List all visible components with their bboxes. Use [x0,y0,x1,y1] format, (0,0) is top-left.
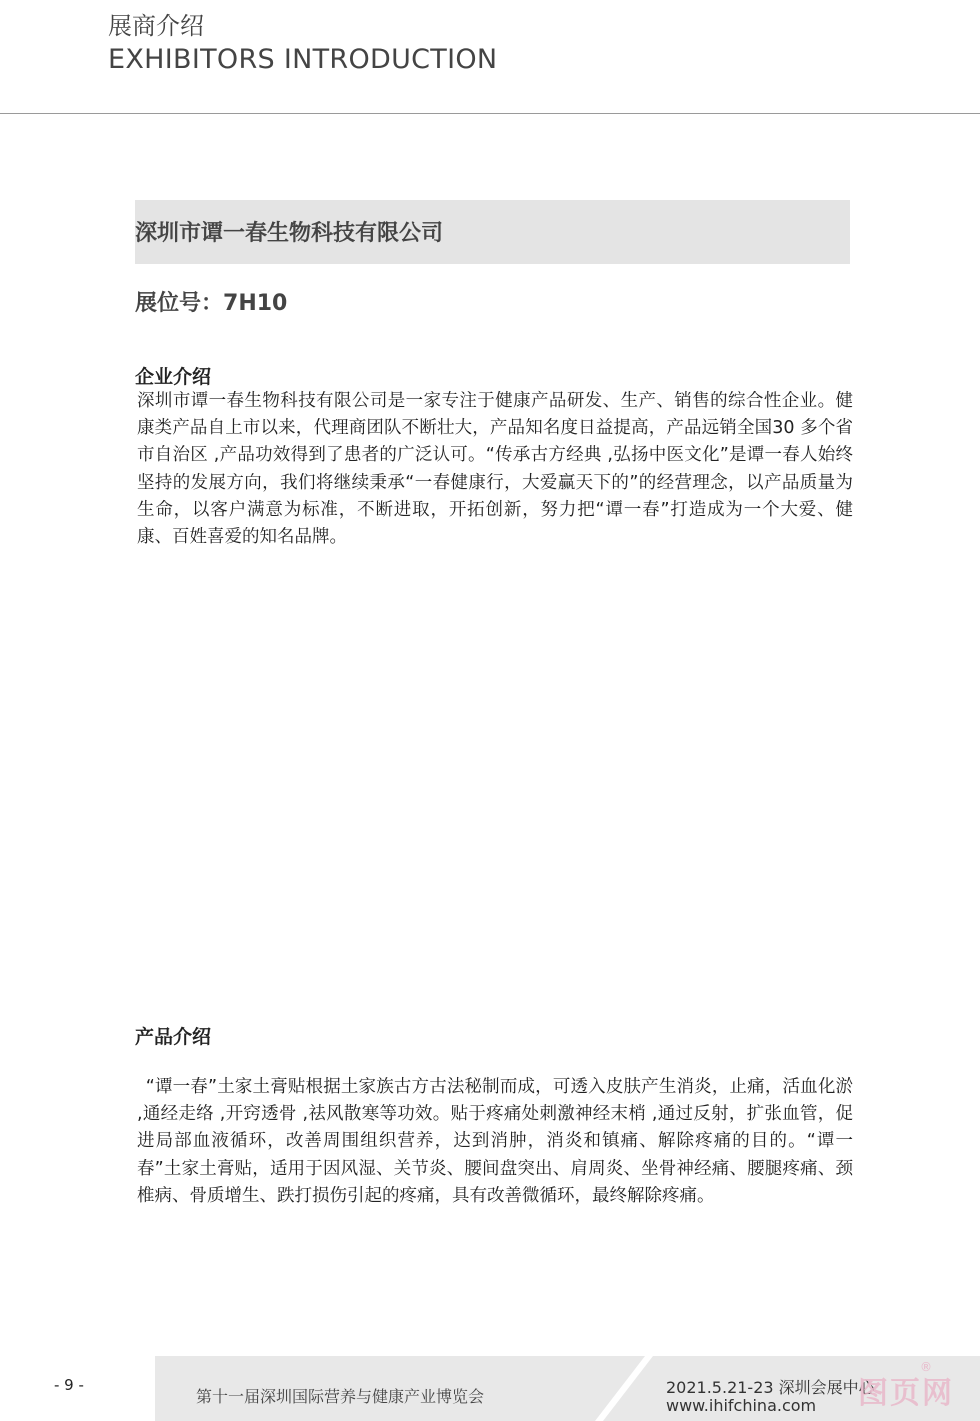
footer-expo-name: 第十一届深圳国际营养与健康产业博览会 [196,1387,485,1406]
watermark-registered-icon: ® [920,1360,932,1374]
booth-label: 展位号： [135,291,224,316]
page-number: - 9 - [54,1376,84,1394]
header-title-en: EXHIBITORS INTRODUCTION [108,44,498,75]
footer-url: www.ihifchina.com [666,1396,817,1415]
product-heading: 产品介绍 [135,1026,212,1048]
watermark-logo: 图页网 [858,1376,954,1411]
company-name: 深圳市谭一春生物科技有限公司 [135,221,444,246]
header-title-cn: 展商介绍 [108,12,204,40]
booth-number: 7H10 [223,291,288,316]
booth-info [135,286,287,317]
footer-date-venue: 2021.5.21-23 深圳会展中心 [666,1378,875,1397]
page-header [0,0,980,114]
company-name-bar [135,200,850,264]
intro-paragraph: 深圳市谭一春生物科技有限公司是一家专注于健康产品研发、生产、销售的综合性企业。健康类产品自上市以来，代理商团队不断壮大，产品知名度日益提高，产品远销全国30 多个省市自治区 ,产品功效得到了患者的广泛认可。“传承古方经典 ,弘扬中医文化”是谭一春人始终坚持的发展方向，我们将继续秉承“一春健康行，大爱赢天下的”的经营理念，以产品质量为生命，以客户满意为标准，不断进取，开拓创新，努力把“谭一春”打造成为一个大爱、健康、百姓喜爱的知名品牌。 [137,391,853,548]
intro-heading: 企业介绍 [135,366,212,388]
product-paragraph: “谭一春”土家土膏贴根据土家族古方古法秘制而成，可透入皮肤产生消炎，止痛，活血化淤 ,通经走络 ,开窍透骨 ,祛风散寒等功效。贴于疼痛处刺激神经末梢 ,通过反射，扩张血管，促进局部血液循环，改善周围组织营养，达到消肿，消炎和镇痛、解除疼痛的目的。“谭一春”土家土膏贴，适用于因风湿、关节炎、腰间盘突出、肩周炎、坐骨神经痛、腰腿疼痛、颈椎病、骨质增生、跌打损伤引起的疼痛，具有改善微循环，最终解除疼痛。 [137,1077,853,1206]
